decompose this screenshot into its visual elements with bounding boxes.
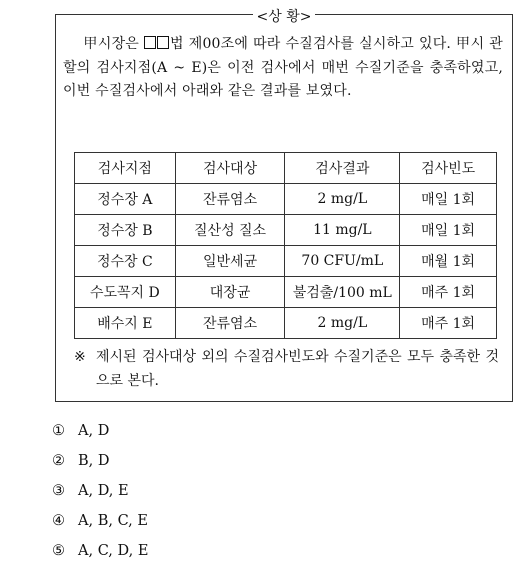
choice-number: ② [52, 453, 65, 469]
header-target: 검사대상 [175, 153, 285, 184]
table-header-row [75, 153, 497, 184]
cell-target: 잔류염소 [175, 184, 285, 215]
choice-3[interactable] [52, 476, 148, 506]
cell-target: 질산성 질소 [175, 215, 285, 246]
answer-choices [52, 416, 148, 566]
choice-text: A, D, E [78, 483, 129, 499]
cell-result: 불검출/100 mL [285, 277, 400, 308]
cell-site: 정수장 B [75, 215, 176, 246]
header-result: 검사결과 [285, 153, 400, 184]
note-text: 제시된 검사대상 외의 수질검사빈도와 수질기준은 모두 충족한 것으로 본다. [96, 349, 499, 389]
cell-frequency: 매일 1회 [400, 184, 497, 215]
blank-square-icon [144, 36, 156, 49]
cell-site: 정수장 A [75, 184, 176, 215]
cell-result: 2 mg/L [285, 184, 400, 215]
box-title-text: <상 황> [253, 9, 316, 25]
cell-site: 수도꼭지 D [75, 277, 176, 308]
table-row [75, 277, 497, 308]
choice-text: A, D [78, 423, 110, 439]
blank-square-icon [157, 36, 169, 49]
table-row [75, 215, 497, 246]
table-row [75, 184, 497, 215]
cell-target: 잔류염소 [175, 308, 285, 339]
inspection-table [74, 152, 497, 339]
table-row [75, 246, 497, 277]
choice-4[interactable] [52, 506, 148, 536]
header-site: 검사지점 [75, 153, 176, 184]
situation-paragraph [63, 33, 503, 104]
cell-target: 일반세균 [175, 246, 285, 277]
choice-number: ③ [52, 483, 65, 499]
cell-site: 배수지 E [75, 308, 176, 339]
choice-2[interactable] [52, 446, 148, 476]
cell-frequency: 매주 1회 [400, 277, 497, 308]
cell-frequency: 매일 1회 [400, 215, 497, 246]
choice-text: A, C, D, E [78, 543, 149, 559]
header-frequency: 검사빈도 [400, 153, 497, 184]
cell-frequency: 매월 1회 [400, 246, 497, 277]
choice-5[interactable] [52, 536, 148, 566]
cell-result: 2 mg/L [285, 308, 400, 339]
box-title [56, 6, 512, 25]
cell-result: 70 CFU/mL [285, 246, 400, 277]
cell-result: 11 mg/L [285, 215, 400, 246]
table-row [75, 308, 497, 339]
note-mark: ※ [74, 349, 86, 365]
choice-number: ⑤ [52, 543, 65, 559]
choice-number: ④ [52, 513, 65, 529]
para-pre: 甲시장은 [83, 36, 145, 52]
situation-box [55, 9, 513, 402]
para-post: 법 제00조에 따라 수질검사를 실시하고 있다. 甲시 관할의 검사지점(A ~ E)은 이전 검사에서 매번 수질기준을 충족하였고, 이번 수질검사에서 아래와 같은 결과를 보였다. [63, 36, 504, 99]
choice-number: ① [52, 423, 65, 439]
choice-text: B, D [78, 453, 110, 469]
choice-text: A, B, C, E [78, 513, 148, 529]
cell-site: 정수장 C [75, 246, 176, 277]
cell-frequency: 매주 1회 [400, 308, 497, 339]
choice-1[interactable] [52, 416, 148, 446]
footnote [74, 345, 499, 393]
cell-target: 대장균 [175, 277, 285, 308]
